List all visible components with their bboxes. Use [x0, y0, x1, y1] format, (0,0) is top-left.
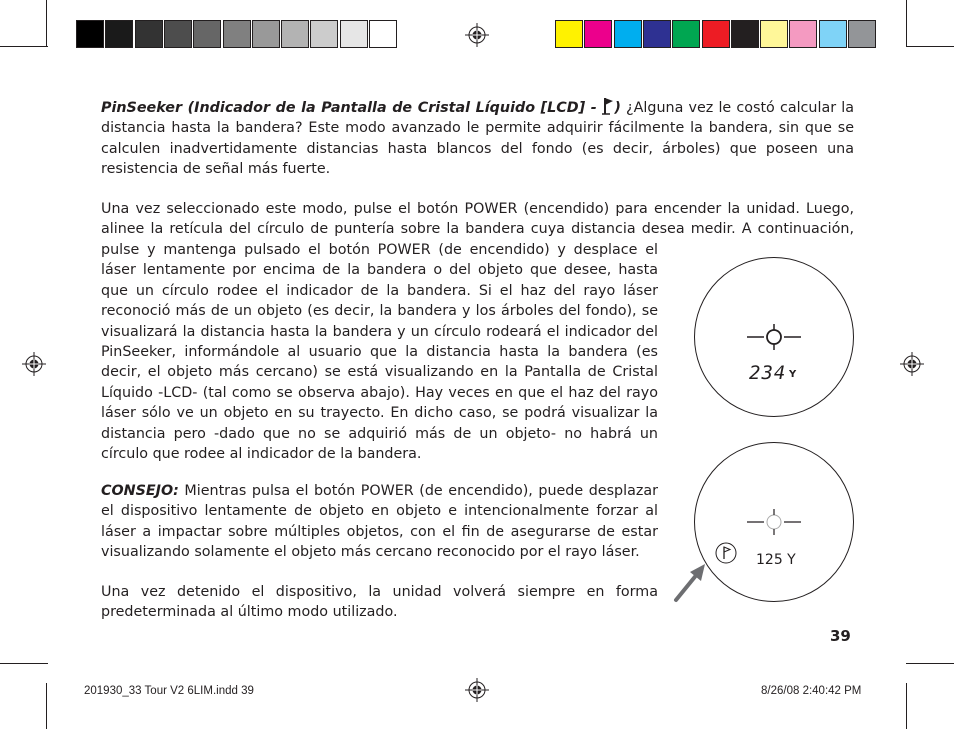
- color-swatch: [819, 20, 847, 48]
- tip-text: Mientras pulsa el botón POWER (de encendido), puede desplazar el dispositivo lentamente de objeto en objeto e intencionalmente forzar al láser a impactar sobre múltiples objetos, con el fin de asegurarse de estar visualizando solamente el objeto más cercano reconocido por el rayo láser.: [101, 483, 658, 561]
- crop-mark: [906, 683, 907, 729]
- page-number: 39: [830, 627, 851, 645]
- lcd-unit: Y: [789, 369, 797, 380]
- color-swatch: [555, 20, 583, 48]
- paragraph-pinseeker: [101, 97, 854, 180]
- lcd-reading: 125 Y: [756, 552, 796, 568]
- gray-swatch: [340, 20, 368, 48]
- crop-mark: [906, 0, 907, 46]
- text-line: alinee la retícula del círculo de puntería sobre la bandera cuya distancia desea medir. A continuación,: [101, 221, 854, 237]
- text-line: Una vez seleccionado este modo, pulse el botón POWER (encendido) para encender la unidad. Luego,: [101, 201, 854, 217]
- pinseeker-text: ¿Alguna vez le costó calcular la distancia hasta la bandera? Este modo avanzado le permite adquirir fácilmente la bandera, sin que se calculen inadvertidamente distancias hasta blancos del fondo (es decir, árboles) que poseen una resistencia de señal más fuerte.: [101, 100, 854, 178]
- gray-swatch: [223, 20, 251, 48]
- crosshair-icon: [745, 324, 803, 350]
- crop-mark: [906, 46, 954, 47]
- color-swatch: [789, 20, 817, 48]
- paragraph-instructions-line-1: [101, 199, 854, 219]
- pinseeker-title-close: ): [614, 100, 621, 116]
- paragraph-instructions: [101, 240, 658, 464]
- pinseeker-title: PinSeeker (Indicador de la Pantalla de Cristal Líquido [LCD] -: [101, 100, 603, 116]
- registration-mark-icon: [22, 352, 46, 376]
- flag-icon: [715, 542, 737, 564]
- paragraph-instructions-line-2: [101, 219, 854, 239]
- gray-swatch: [135, 20, 163, 48]
- gray-swatch: [369, 20, 397, 48]
- registration-mark-icon: [465, 678, 489, 702]
- gray-swatch: [193, 20, 221, 48]
- lcd-display-pinseeker-active: [694, 257, 854, 417]
- lcd-distance: 234: [749, 362, 787, 384]
- color-swatch: [702, 20, 730, 48]
- crop-mark: [46, 0, 47, 46]
- crop-mark: [0, 46, 48, 47]
- flag-icon: [602, 97, 614, 115]
- gray-swatch: [310, 20, 338, 48]
- gray-swatch: [252, 20, 280, 48]
- registration-mark-icon: [900, 352, 924, 376]
- color-swatch: [731, 20, 759, 48]
- crop-mark: [46, 683, 47, 729]
- color-swatch: [643, 20, 671, 48]
- slug-file-info: 201930_33 Tour V2 6LIM.indd 39: [84, 685, 254, 697]
- color-swatch: [848, 20, 876, 48]
- gray-swatch: [164, 20, 192, 48]
- crosshair-icon: [745, 509, 803, 535]
- gray-swatch: [76, 20, 104, 48]
- color-swatch: [760, 20, 788, 48]
- slug-timestamp: 8/26/08 2:40:42 PM: [761, 685, 862, 697]
- color-swatch: [614, 20, 642, 48]
- paragraph-default-mode: [101, 582, 658, 623]
- tip-label: CONSEJO:: [101, 483, 179, 499]
- lcd-display-flag-mode: [694, 442, 854, 602]
- gray-swatch: [105, 20, 133, 48]
- instructions-text: pulse y mantenga pulsado el botón POWER (de encendido) y desplace el láser lentamente por encima de la bandera o del objeto que desee, hasta que un círculo rodee el indicador de la bandera. Si el haz del rayo láser reconoció más de un objeto (es decir, la bandera y los árboles del fondo), se visualizará la distancia hasta la bandera y un círculo rodeará el indicador del PinSeeker, informándole al usuario que la distancia hasta la bandera (es decir, el objeto más cercano) se está visualizando en la Pantalla de Cristal Líquido -LCD- (tal como se observa abajo). Hay veces en que el haz del rayo láser sólo ve un objeto en su trayecto. En dicho caso, se podrá visualizar la distancia pero -dado que no se adquirió más de un objeto- no habrá un círculo que rodee al indicador de la bandera.: [101, 242, 658, 463]
- registration-mark-icon: [465, 23, 489, 47]
- default-mode-text: Una vez detenido el dispositivo, la unidad volverá siempre en forma predeterminada al último modo utilizado.: [101, 584, 658, 621]
- crop-mark: [0, 663, 48, 664]
- color-swatch: [672, 20, 700, 48]
- arrow-icon: [672, 562, 708, 604]
- crop-mark: [906, 663, 954, 664]
- paragraph-tip: [101, 481, 658, 563]
- gray-swatch: [281, 20, 309, 48]
- color-swatch: [584, 20, 612, 48]
